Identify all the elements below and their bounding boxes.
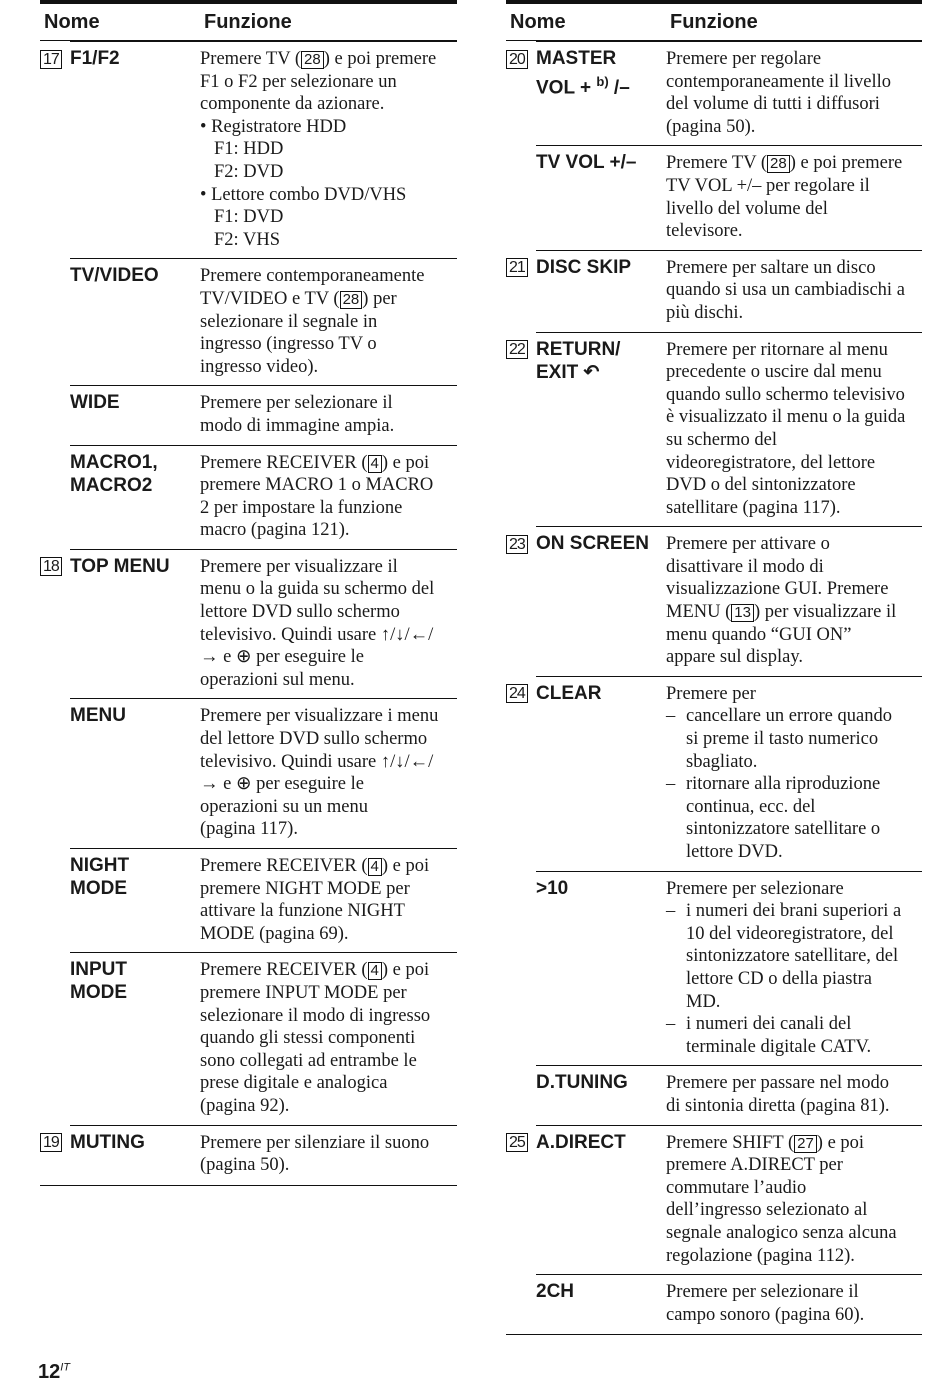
- left-column: [40, 0, 457, 1186]
- function-table-right: [506, 41, 922, 1335]
- description-line: (pagina 50).: [666, 116, 756, 137]
- item-number: [40, 849, 70, 953]
- description-line: selezionare il segnale in: [200, 311, 378, 332]
- button-name-line: CLEAR: [536, 682, 602, 704]
- table-row: [506, 250, 922, 332]
- description-line: – i numeri dei brani superiori a: [666, 901, 902, 922]
- button-name: [536, 1125, 666, 1275]
- button-name: [70, 699, 200, 849]
- function-description: [666, 527, 922, 677]
- description-line: – ritornare alla riproduzione: [666, 774, 881, 795]
- button-name: [536, 146, 666, 250]
- button-name: [536, 676, 666, 871]
- function-description: [666, 1125, 922, 1275]
- description-line: MODE (pagina 69).: [200, 923, 349, 944]
- item-number: [506, 146, 536, 250]
- description-line: del lettore DVD sullo schermo: [200, 729, 428, 750]
- item-number: [506, 1275, 536, 1335]
- reference-number: 13: [731, 604, 754, 622]
- description-line: macro (pagina 121).: [200, 520, 350, 541]
- button-name: [536, 1066, 666, 1125]
- function-table-left: [40, 41, 457, 1186]
- button-name: [536, 1275, 666, 1335]
- table-row: [506, 1066, 922, 1125]
- item-number: [40, 549, 70, 699]
- description-line: è visualizzato il menu o la guida: [666, 407, 906, 428]
- item-number-box: 24: [506, 684, 528, 703]
- item-number: [506, 527, 536, 677]
- item-number: [506, 1125, 536, 1275]
- description-line: premere NIGHT MODE per: [200, 878, 410, 899]
- button-name: [536, 527, 666, 677]
- description-line: campo sonoro (pagina 60).: [666, 1304, 865, 1325]
- description-line: TV VOL +/– per regolare il: [666, 175, 870, 196]
- function-description: [200, 699, 457, 849]
- button-name-line: >10: [536, 877, 569, 899]
- reference-number: 28: [767, 155, 790, 173]
- button-name-line: MENU: [70, 705, 126, 727]
- function-description: [200, 445, 457, 549]
- description-line: attivare la funzione NIGHT: [200, 901, 405, 922]
- description-line: premere A.DIRECT per: [666, 1155, 843, 1176]
- button-name: [536, 250, 666, 332]
- function-description: [666, 250, 922, 332]
- description-line: Premere per passare nel modo: [666, 1073, 889, 1094]
- item-number-box: 18: [40, 557, 62, 576]
- description-line: menu quando “GUI ON”: [666, 624, 852, 645]
- description-line: selezionare il modo di ingresso: [200, 1005, 431, 1026]
- function-description: [666, 1275, 922, 1335]
- table-row: [506, 871, 922, 1066]
- table-row: [40, 1125, 457, 1185]
- description-line: Premere TV ( 28 ) e poi premere: [200, 49, 437, 69]
- description-line: disattivare il modo di: [666, 556, 824, 577]
- reference-number: 28: [301, 51, 324, 69]
- button-name-line: RETURN/: [536, 338, 621, 360]
- description-line: componente da azionare.: [200, 94, 385, 115]
- description-line: – i numeri dei canali del: [666, 1014, 852, 1035]
- description-line: Premere per selezionare: [666, 878, 844, 899]
- header-name: Nome: [44, 10, 100, 33]
- description-line: TV/VIDEO e TV ( 28 ) per: [200, 288, 397, 309]
- description-line: operazioni sul menu.: [200, 669, 355, 690]
- description-line: quando si usa un cambiadischi a: [666, 280, 905, 301]
- item-number: [506, 1066, 536, 1125]
- description-line: segnale analogico senza alcuna: [666, 1222, 897, 1243]
- item-number: [40, 953, 70, 1125]
- table-row: [40, 445, 457, 549]
- item-number: [506, 332, 536, 527]
- description-line: Premere contemporaneamente: [200, 266, 425, 287]
- button-name-line: ON SCREEN: [536, 533, 649, 555]
- function-description: [200, 549, 457, 699]
- page-lang: IT: [60, 1361, 71, 1374]
- function-description: [200, 849, 457, 953]
- button-name-line: TV/VIDEO: [70, 265, 159, 287]
- item-number-box: 22: [506, 340, 528, 359]
- item-number-box: 25: [506, 1133, 528, 1152]
- function-description: [666, 42, 922, 146]
- header-function: Funzione: [670, 10, 758, 33]
- function-description: [200, 259, 457, 386]
- item-number: [506, 676, 536, 871]
- description-line: modo di immagine ampia.: [200, 415, 395, 436]
- item-number: [506, 250, 536, 332]
- function-description: [666, 332, 922, 527]
- button-name-line: VOL + $^{b)}$ /–: [536, 74, 630, 99]
- item-number: [506, 871, 536, 1066]
- button-name: [70, 1125, 200, 1185]
- description-line: precedente o uscire dal menu: [666, 362, 882, 383]
- button-name-line: DISC SKIP: [536, 256, 632, 278]
- button-name: [70, 549, 200, 699]
- description-line: • Lettore combo DVD/VHS: [200, 184, 407, 205]
- button-name: [70, 386, 200, 445]
- description-line: Premere per visualizzare i menu: [200, 706, 439, 727]
- description-line: F1: HDD: [214, 139, 284, 160]
- description-line: 2 per impostare la funzione: [200, 497, 403, 518]
- item-number: [40, 1125, 70, 1185]
- description-line: Premere per ritornare al menu: [666, 339, 888, 360]
- item-number: [40, 259, 70, 386]
- description-line: ingresso (ingresso TV o: [200, 334, 377, 355]
- description-line: operazioni su un menu: [200, 796, 368, 817]
- item-number-box: 20: [506, 50, 528, 69]
- item-number-box: 19: [40, 1133, 62, 1152]
- description-line: Premere SHIFT ( 27 ) e poi: [666, 1132, 865, 1153]
- description-line: (pagina 92).: [200, 1095, 290, 1116]
- button-name-line: TOP MENU: [70, 555, 170, 577]
- description-line: → e ⊕ per eseguire le: [200, 647, 364, 668]
- description-line: quando sullo schermo televisivo: [666, 384, 905, 405]
- description-line: quando gli stessi componenti: [200, 1028, 416, 1049]
- table-row: [40, 386, 457, 445]
- description-line: Premere per: [666, 683, 756, 704]
- button-name: [536, 871, 666, 1066]
- description-line: sono collegati ad entrambe le: [200, 1050, 417, 1071]
- button-name-line: EXIT ↶: [536, 361, 600, 383]
- description-line: premere INPUT MODE per: [200, 982, 407, 1003]
- description-line: più dischi.: [666, 302, 744, 323]
- button-name-line: MACRO2: [70, 474, 153, 496]
- button-name: [70, 42, 200, 259]
- description-line: Premere per saltare un disco: [666, 257, 876, 278]
- description-line: (pagina 50).: [200, 1155, 290, 1176]
- table-row: [40, 42, 457, 259]
- reference-number: 4: [368, 962, 382, 980]
- description-line: (pagina 117).: [200, 819, 298, 840]
- function-description: [666, 676, 922, 871]
- item-number: [506, 42, 536, 146]
- description-line: Premere TV ( 28 ) e poi premere: [666, 153, 903, 174]
- header-name: Nome: [510, 10, 566, 33]
- button-name-line: MODE: [70, 982, 127, 1004]
- button-name-line: INPUT: [70, 959, 127, 981]
- button-name: [536, 332, 666, 527]
- description-line: satellitare (pagina 117).: [666, 497, 841, 518]
- button-name-line: 2CH: [536, 1281, 575, 1303]
- button-name-line: D.TUNING: [536, 1072, 628, 1094]
- reference-number: 4: [368, 858, 382, 876]
- button-name: [70, 953, 200, 1125]
- button-name-line: MUTING: [70, 1131, 145, 1153]
- description-line: Premere per silenziare il suono: [200, 1132, 430, 1153]
- table-row: [506, 146, 922, 250]
- description-line: DVD o del sintonizzatore: [666, 475, 856, 496]
- table-row: [40, 953, 457, 1125]
- description-line: televisivo. Quindi usare ↑/↓/←/: [200, 751, 434, 772]
- description-line: Premere per regolare: [666, 49, 822, 69]
- item-number-box: 21: [506, 258, 528, 277]
- description-line: lettore DVD sullo schermo: [200, 602, 400, 623]
- description-line: Premere RECEIVER ( 4 ) e poi: [200, 452, 430, 473]
- item-number: [40, 699, 70, 849]
- description-line: del volume di tutti i diffusori: [666, 94, 880, 115]
- description-line: F2: DVD: [214, 161, 284, 182]
- table-row: [506, 42, 922, 146]
- description-line: F1: DVD: [214, 207, 284, 228]
- description-line: F1 o F2 per selezionare un: [200, 71, 397, 92]
- function-description: [200, 42, 457, 259]
- table-row: [506, 527, 922, 677]
- description-line: → e ⊕ per eseguire le: [200, 774, 364, 795]
- table-row: [506, 676, 922, 871]
- header-function: Funzione: [204, 10, 292, 33]
- table-header: [40, 0, 457, 41]
- item-number-box: 23: [506, 535, 528, 554]
- description-line: su schermo del: [666, 429, 777, 450]
- item-number: [40, 445, 70, 549]
- button-name-line: F1/F2: [70, 48, 120, 69]
- table-row: [40, 259, 457, 386]
- description-line: Premere per attivare o: [666, 534, 830, 555]
- item-number: [40, 42, 70, 259]
- button-name-line: NIGHT: [70, 855, 130, 876]
- description-line: contemporaneamente il livello: [666, 71, 891, 92]
- button-name-line: MODE: [70, 878, 127, 899]
- description-line: regolazione (pagina 112).: [666, 1245, 855, 1266]
- table-row: [40, 849, 457, 953]
- table-row: [506, 1125, 922, 1275]
- description-line: sbagliato.: [686, 751, 758, 772]
- description-line: – cancellare un errore quando: [666, 706, 892, 727]
- button-name-line: WIDE: [70, 392, 120, 414]
- table-row: [40, 549, 457, 699]
- description-line: appare sul display.: [666, 647, 803, 668]
- description-line: commutare l’audio: [666, 1177, 807, 1198]
- button-name-line: A.DIRECT: [536, 1131, 626, 1153]
- description-line: continua, ecc. del: [686, 796, 816, 817]
- description-line: Premere per selezionare il: [200, 393, 393, 414]
- function-description: [666, 1066, 922, 1125]
- description-line: di sintonia diretta (pagina 81).: [666, 1095, 890, 1116]
- page-number: [38, 1361, 70, 1384]
- reference-number: 4: [368, 455, 382, 473]
- description-line: dell’ingresso selezionato al: [666, 1200, 868, 1221]
- description-line: premere MACRO 1 o MACRO: [200, 475, 434, 496]
- function-description: [200, 1125, 457, 1185]
- function-description: [666, 146, 922, 250]
- button-name-line: MASTER: [536, 48, 617, 69]
- description-line: Premere per visualizzare il: [200, 556, 398, 577]
- description-line: MD.: [686, 991, 721, 1012]
- description-line: lettore DVD.: [686, 842, 783, 862]
- description-line: Premere per selezionare il: [666, 1282, 859, 1303]
- description-line: livello del volume del: [666, 198, 828, 219]
- description-line: visualizzazione GUI. Premere: [666, 579, 889, 600]
- description-line: terminale digitale CATV.: [686, 1036, 872, 1057]
- button-name: [70, 445, 200, 549]
- button-name-line: MACRO1,: [70, 451, 158, 473]
- right-column: [506, 0, 922, 1335]
- table-row: [506, 1275, 922, 1335]
- description-line: menu o la guida su schermo del: [200, 579, 435, 600]
- description-line: Premere RECEIVER ( 4 ) e poi: [200, 856, 430, 876]
- item-number: [40, 386, 70, 445]
- function-description: [200, 953, 457, 1125]
- description-line: videoregistratore, del lettore: [666, 452, 876, 473]
- reference-number: 28: [340, 291, 363, 309]
- description-line: MENU ( 13 ) per visualizzare il: [666, 602, 897, 623]
- function-description: [200, 386, 457, 445]
- description-line: lettore CD o della piastra: [686, 968, 872, 989]
- table-row: [506, 332, 922, 527]
- description-line: si preme il tasto numerico: [686, 729, 879, 750]
- function-description: [666, 871, 922, 1066]
- description-line: televisore.: [666, 221, 743, 242]
- description-line: sintonizzatore satellitare, del: [686, 946, 899, 967]
- button-name: [536, 42, 666, 146]
- button-name-line: TV VOL +/–: [536, 152, 637, 174]
- button-name: [70, 849, 200, 953]
- description-line: sintonizzatore satellitare o: [686, 819, 881, 840]
- page-number-value: 12: [38, 1361, 61, 1383]
- table-header: [506, 0, 922, 41]
- description-line: Premere RECEIVER ( 4 ) e poi: [200, 960, 430, 981]
- description-line: televisivo. Quindi usare ↑/↓/←/: [200, 624, 434, 645]
- item-number-box: 17: [40, 50, 62, 69]
- table-row: [40, 699, 457, 849]
- description-line: ingresso video).: [200, 356, 319, 377]
- description-line: • Registratore HDD: [200, 116, 347, 137]
- description-line: 10 del videoregistratore, del: [686, 923, 894, 944]
- description-line: F2: VHS: [214, 229, 280, 250]
- description-line: prese digitale e analogica: [200, 1073, 388, 1094]
- button-name: [70, 259, 200, 386]
- reference-number: 27: [794, 1135, 817, 1153]
